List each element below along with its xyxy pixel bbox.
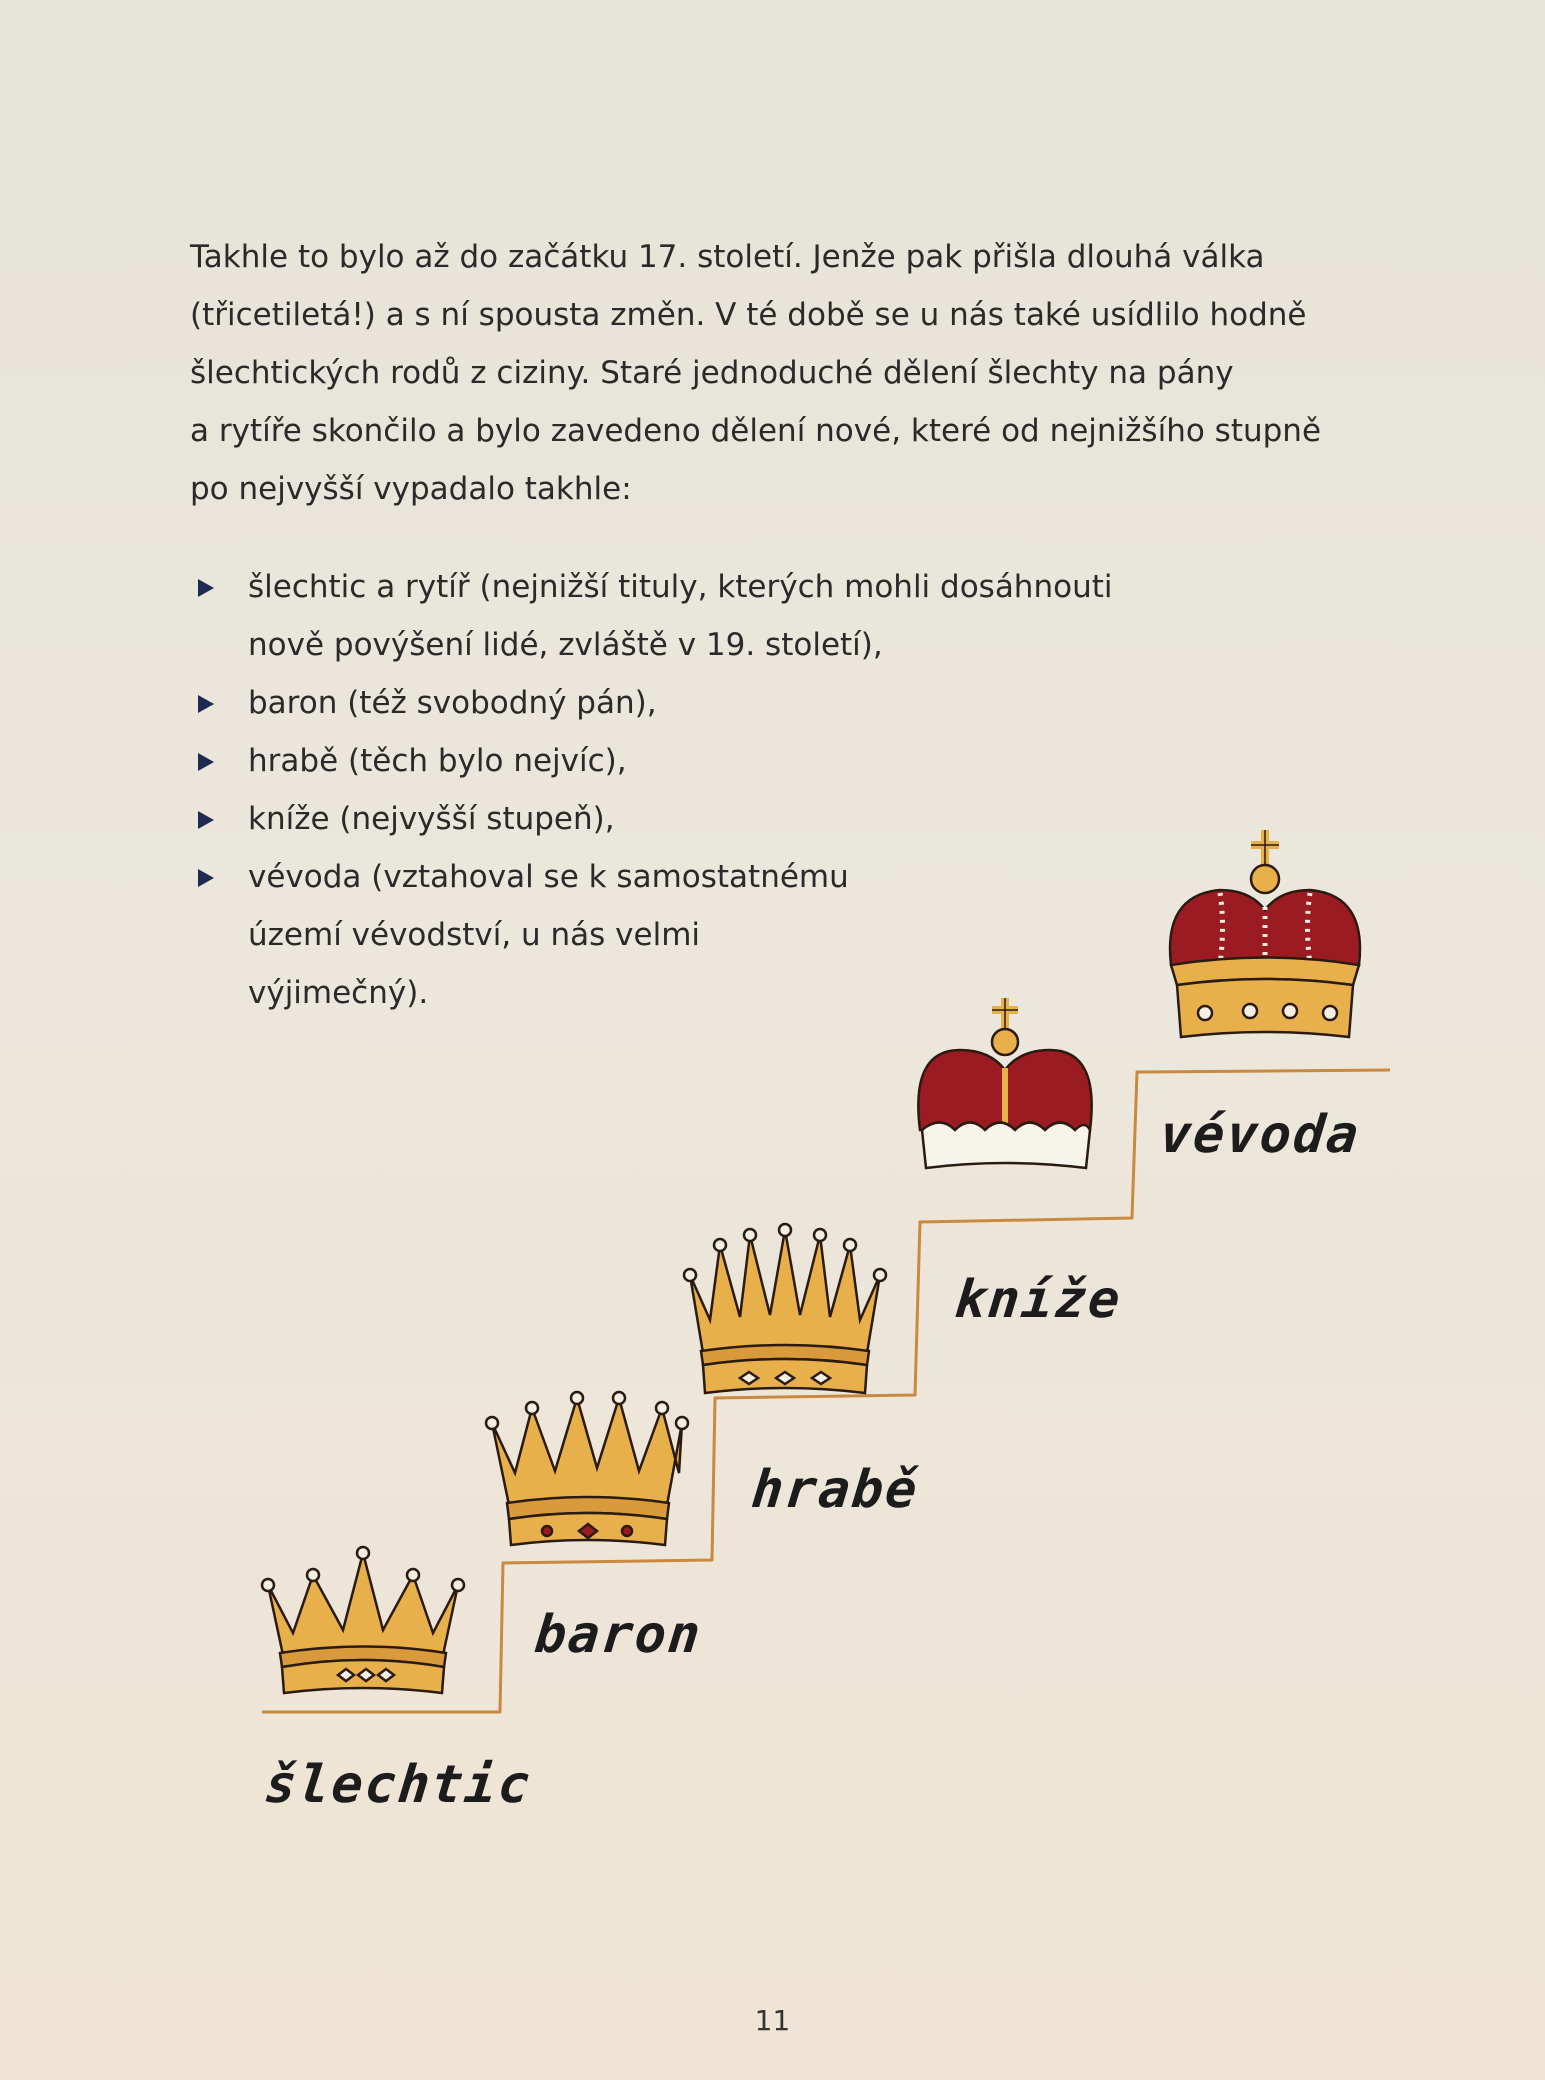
page-number: 11 (754, 2004, 791, 2037)
list-item-text: baron (též svobodný pán), (248, 685, 657, 721)
list-item-text: vévoda (vztahoval se k samostatnému (248, 859, 849, 895)
rank-label-knize: kníže (951, 1270, 1125, 1330)
list-item-text: výjimečný). (248, 975, 429, 1011)
rank-label-hrabe: hrabě (748, 1460, 922, 1520)
paragraph-line: a rytíře skončilo a bylo zavedeno dělení nové, které od nejnižšího stupně (190, 413, 1322, 449)
list-item-text: území vévodství, u nás velmi (248, 917, 701, 953)
paragraph-line: šlechtických rodů z ciziny. Staré jednoduché dělení šlechty na pány (190, 355, 1234, 391)
rank-label-vevoda: vévoda (1156, 1105, 1363, 1165)
list-item-text: šlechtic a rytíř (nejnižší tituly, kterých mohli dosáhnouti (248, 569, 1113, 605)
rank-label-slechtic: šlechtic (261, 1755, 535, 1815)
crown-slechtic-icon (262, 1547, 464, 1693)
paragraph-line: Takhle to bylo až do začátku 17. století. Jenže pak přišla dlouhá válka (190, 239, 1265, 275)
crown-hrabe-icon (684, 1224, 886, 1393)
list-item-text: kníže (nejvyšší stupeň), (248, 801, 615, 837)
crown-baron-icon (486, 1392, 688, 1545)
crown-knize-icon (918, 998, 1091, 1168)
stair-line (262, 1070, 1390, 1712)
paragraph-line: po nejvyšší vypadalo takhle: (190, 471, 632, 507)
rank-label-baron: baron (531, 1605, 705, 1665)
paragraph-line: (třicetiletá!) a s ní spousta změn. V té době se u nás také usídlilo hodně (190, 297, 1307, 333)
list-item-text: hrabě (těch bylo nejvíc), (248, 743, 627, 779)
list-item-text: nově povýšení lidé, zvláště v 19. století), (248, 627, 883, 663)
crown-vevoda-icon (1170, 830, 1360, 1037)
